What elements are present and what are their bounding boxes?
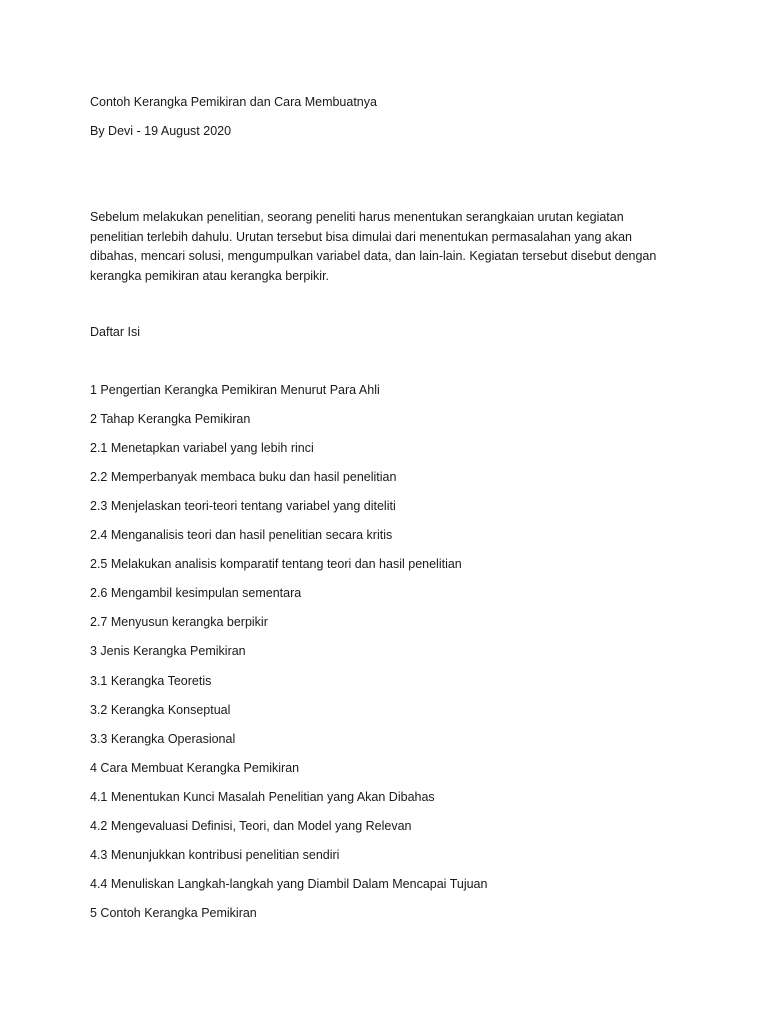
toc-heading: Daftar Isi — [90, 325, 141, 339]
toc-item: 3 Jenis Kerangka Pemikiran — [90, 644, 246, 658]
toc-item: 5 Contoh Kerangka Pemikiran — [90, 906, 257, 920]
toc-item: 2.4 Menganalisis teori dan hasil penelitian secara kritis — [90, 528, 393, 542]
toc-item: 4.3 Menunjukkan kontribusi penelitian sendiri — [90, 848, 340, 862]
toc-item: 4.2 Mengevaluasi Definisi, Teori, dan Model yang Relevan — [90, 819, 412, 833]
toc-item: 2.6 Mengambil kesimpulan sementara — [90, 586, 302, 600]
intro-line: Sebelum melakukan penelitian, seorang peneliti harus menentukan serangkaian urutan kegiatan — [90, 210, 624, 224]
intro-line: dibahas, mencari solusi, mengumpulkan variabel data, dan lain-lain. Kegiatan tersebut disebut dengan — [90, 249, 657, 263]
toc-item: 2.5 Melakukan analisis komparatif tentang teori dan hasil penelitian — [90, 557, 462, 571]
toc-item: 1 Pengertian Kerangka Pemikiran Menurut Para Ahli — [90, 383, 380, 397]
toc-item: 2.1 Menetapkan variabel yang lebih rinci — [90, 441, 314, 455]
byline: By Devi - 19 August 2020 — [90, 124, 232, 138]
toc-item: 3.1 Kerangka Teoretis — [90, 674, 212, 688]
toc-item: 3.3 Kerangka Operasional — [90, 732, 236, 746]
toc-item: 2.2 Memperbanyak membaca buku dan hasil penelitian — [90, 470, 397, 484]
toc-item: 3.2 Kerangka Konseptual — [90, 703, 231, 717]
toc-item: 2.7 Menyusun kerangka berpikir — [90, 615, 268, 629]
document-title: Contoh Kerangka Pemikiran dan Cara Membuatnya — [90, 95, 377, 109]
toc-item: 4.1 Menentukan Kunci Masalah Penelitian yang Akan Dibahas — [90, 790, 435, 804]
intro-paragraph — [90, 208, 680, 286]
toc-item: 2.3 Menjelaskan teori-teori tentang variabel yang diteliti — [90, 499, 396, 513]
toc-item: 4 Cara Membuat Kerangka Pemikiran — [90, 761, 300, 775]
toc-item: 4.4 Menuliskan Langkah-langkah yang Diambil Dalam Mencapai Tujuan — [90, 877, 488, 891]
toc-item: 2 Tahap Kerangka Pemikiran — [90, 412, 251, 426]
intro-line: kerangka pemikiran atau kerangka berpikir. — [90, 268, 330, 283]
intro-line: penelitian terlebih dahulu. Urutan tersebut bisa dimulai dari menentukan permasalahan yang akan — [90, 229, 633, 244]
